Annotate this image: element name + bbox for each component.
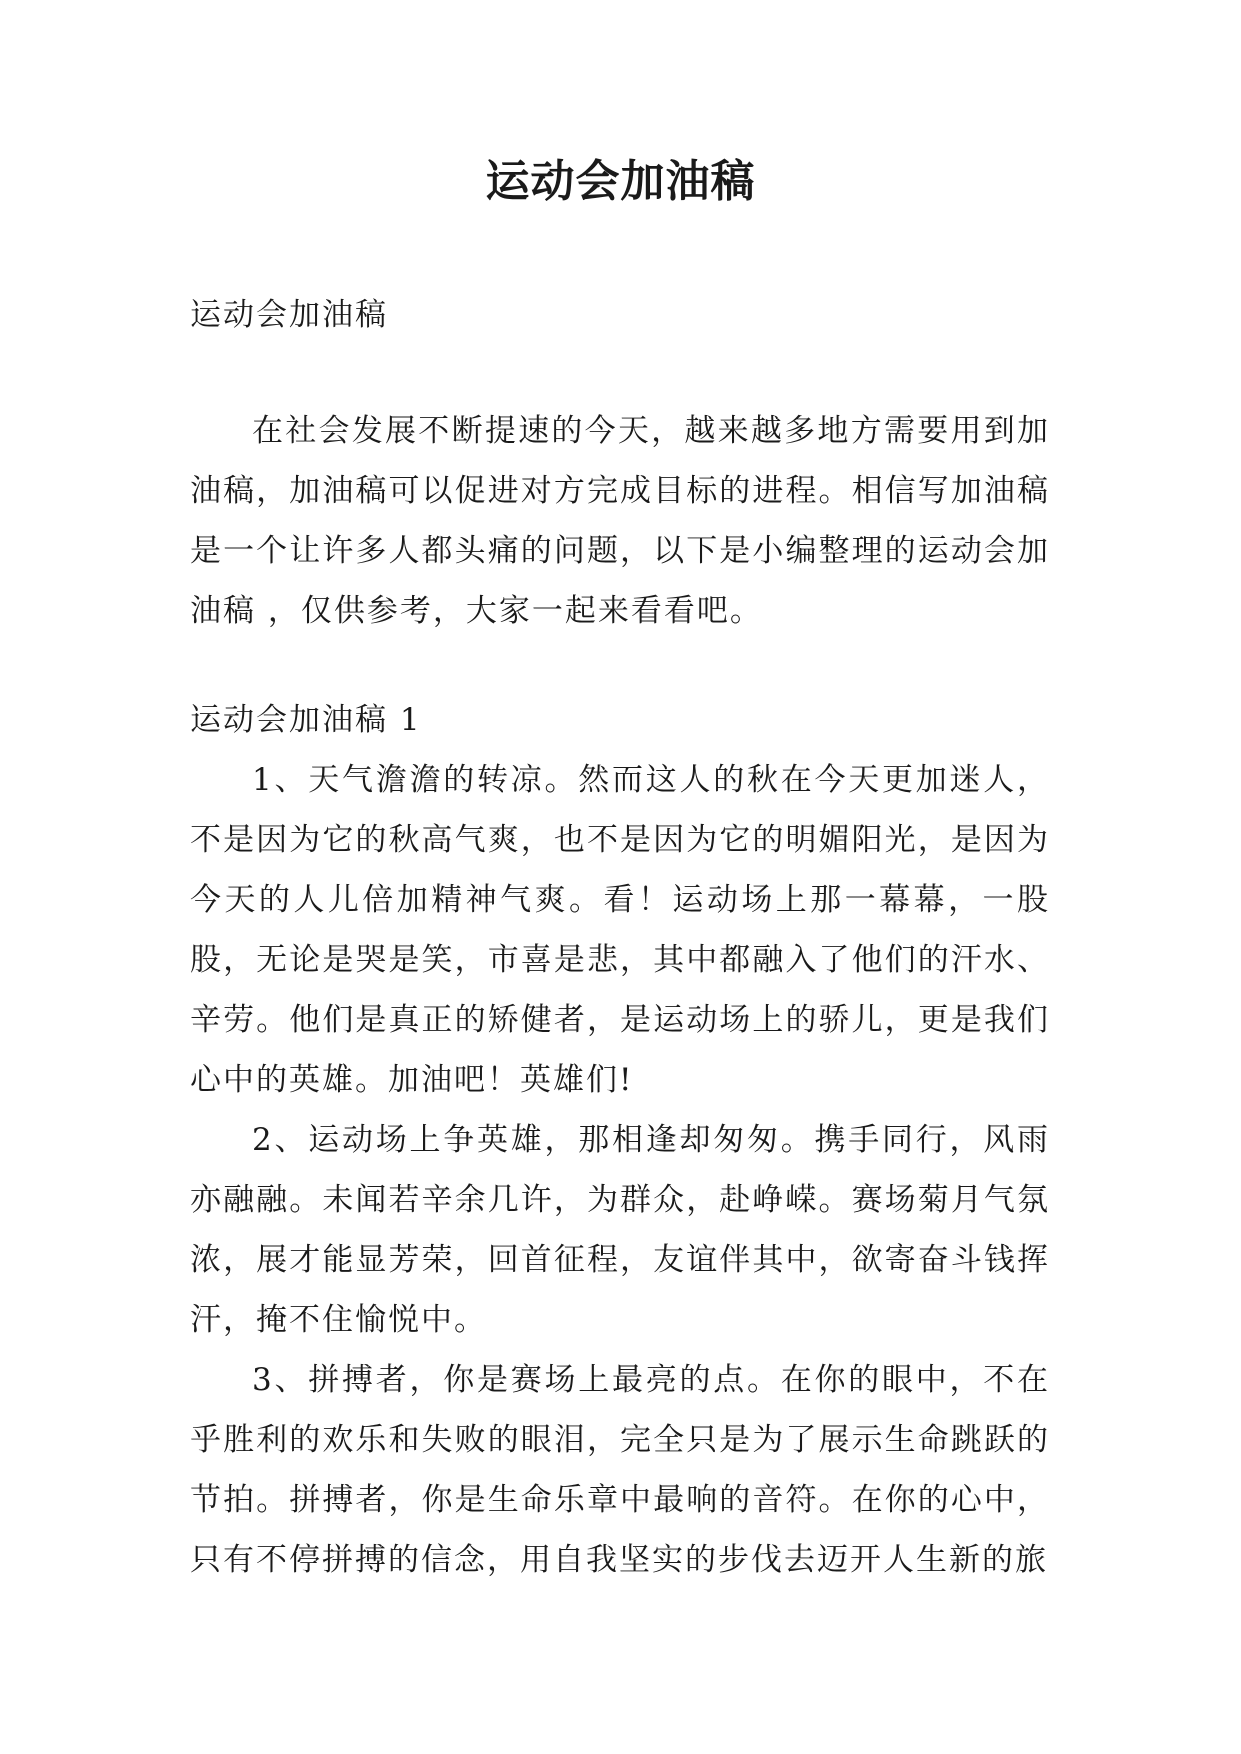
document-title: 运动会加油稿: [485, 156, 756, 207]
section-1: [190, 690, 1050, 1590]
document-subtitle: [190, 285, 1050, 345]
section-heading: 运动会加油稿 1: [190, 702, 422, 738]
paragraph-1: 1、天气澹澹的转凉。然而这人的秋在今天更加迷人，不是因为它的秋高气爽，也不是因为它的明媚阳光，是因为今天的人儿倍加精神气爽。看！运动场上那一幕幕，一股股，无论是哭是笑，市喜是悲，其中都融入了他们的汗水、辛劳。他们是真正的矫健者，是运动场上的骄儿，更是我们心中的英雄。加油吧！英雄们!: [190, 762, 1050, 1098]
intro-paragraph: [190, 401, 1050, 641]
paragraph-3: 3、拼搏者，你是赛场上最亮的点。在你的眼中，不在乎胜利的欢乐和失败的眼泪，完全只是为了展示生命跳跃的节拍。拼搏者，你是生命乐章中最响的音符。在你的心中，只有不停拼搏的信念，用自我坚实的步伐去迈开人生新的旅: [190, 1362, 1050, 1578]
paragraph-2: 2、运动场上争英雄，那相逢却匆匆。携手同行，风雨亦融融。未闻若辛余几许，为群众，赴峥嵘。赛场菊月气氛浓，展才能显芳荣，回首征程，友谊伴其中，欲寄奋斗钱挥汗，掩不住愉悦中。: [190, 1122, 1050, 1338]
intro-text: 在社会发展不断提速的今天，越来越多地方需要用到加油稿，加油稿可以促进对方完成目标的进程。相信写加油稿是一个让许多人都头痛的问题，以下是小编整理的运动会加油稿 ，仅供参考，大家一起来看看吧。: [190, 413, 1050, 629]
subtitle-text: 运动会加油稿: [190, 297, 388, 333]
